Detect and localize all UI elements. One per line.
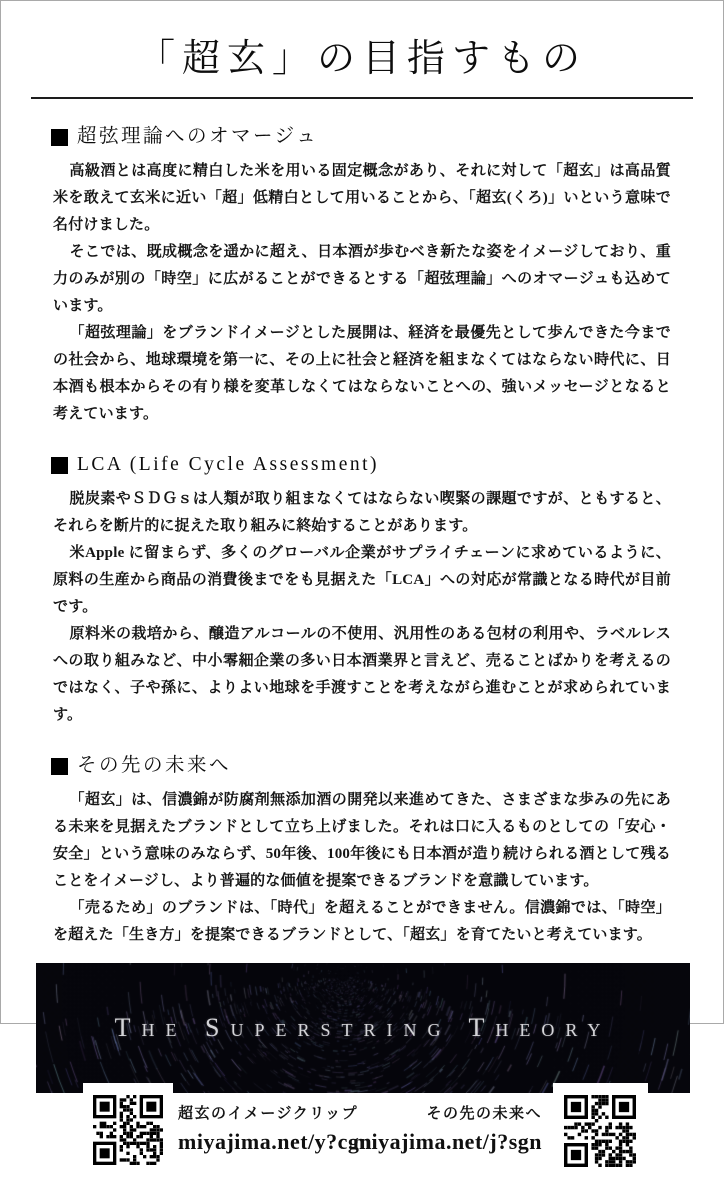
footer-caption-left	[178, 1101, 372, 1157]
paragraph: 脱炭素やＳＤＧｓは人類が取り組まなくてはならない喫緊の課題ですが、ともすると、それらを断片的に捉えた取り組みに終始することがあります。	[53, 491, 671, 534]
black-square-bullet-icon	[51, 758, 68, 775]
qr-label: 超玄のイメージクリップ	[178, 1106, 359, 1122]
section-heading-lca	[51, 452, 671, 478]
qr-notch-left	[83, 1083, 173, 1093]
page-title: 「超玄」の目指すもの	[136, 38, 587, 80]
qr-code-image-clip	[93, 1095, 163, 1165]
footer	[1, 1093, 723, 1189]
qr-url: miyajima.net/j?sgn	[352, 1129, 542, 1154]
section-heading-future	[51, 753, 671, 779]
paragraph: 「売るため」のブランドは、「時代」を超えることができません。信濃錦では、「時空」を超えた「生き方」を提案できるブランドとして、「超玄」を育てたいと考えています。	[53, 900, 671, 943]
section-heading-label: その先の未来へ	[77, 755, 232, 776]
paragraph: 高級酒とは高度に精白した米を用いる固定概念があり、それに対して「超玄」は高品質米を敢えて玄米に近い「超」低精白として用いることから、「超玄(くろ)」いという意味で名付けました。	[53, 163, 671, 233]
banner-caption: The Superstring Theory	[114, 1013, 612, 1042]
paragraph: 「超弦理論」をブランドイメージとした展開は、経済を最優先として歩んできた今までの社会から、地球環境を第一に、その上に社会と経済を組まなくてはならない時代に、日本酒も根本からその有り様を変革しなくてはならないことへの、強いメッセージとなると考えています。	[53, 325, 671, 422]
section-heading-label: 超弦理論へのオマージュ	[77, 126, 319, 147]
section-heading-label: LCA (Life Cycle Assessment)	[77, 454, 380, 475]
black-square-bullet-icon	[51, 129, 68, 146]
body-text	[53, 124, 671, 949]
qr-label: その先の未来へ	[426, 1106, 542, 1122]
star-trails-banner	[36, 963, 690, 1093]
paragraph: 原料米の栽培から、醸造アルコールの不使用、汎用性のある包材の利用や、ラベルレスへの取り組みなど、中小零細企業の多い日本酒業界と言えど、売ることばかりを考えるのではなく、子や孫に、よりよい地球を手渡すことを考えながら進むことが求められています。	[53, 626, 671, 723]
qr-url: miyajima.net/y?cgn	[178, 1129, 373, 1154]
section-heading-superstring	[51, 124, 671, 150]
paragraph: 米Apple に留まらず、多くのグローバル企業がサプライチェーンに求めているように、原料の生産から商品の消費後までをも見据えた「LCA」への対応が常識となる時代が目前です。	[53, 545, 671, 615]
qr-code-future	[564, 1095, 636, 1167]
paragraph: そこでは、既成概念を遥かに超え、日本酒が歩むべき新たな姿をイメージしており、重力のみが別の「時空」に広がることができるとする「超弦理論」へのオマージュも込めています。	[53, 244, 671, 314]
qr-notch-right	[553, 1083, 648, 1093]
footer-caption-right	[353, 1101, 542, 1157]
title-underline	[31, 97, 693, 99]
black-square-bullet-icon	[51, 457, 68, 474]
paragraph: 「超玄」は、信濃錦が防腐剤無添加酒の開発以来進めてきた、さまざまな歩みの先にある未来を見据えたブランドとして立ち上げました。それは口に入るものとしての「安心・安全」という意味のみならず、50年後、100年後にも日本酒が造り続けられる酒として残ることをイメージし、より普遍的な価値を提案できるブランドを意識しています。	[53, 792, 671, 889]
